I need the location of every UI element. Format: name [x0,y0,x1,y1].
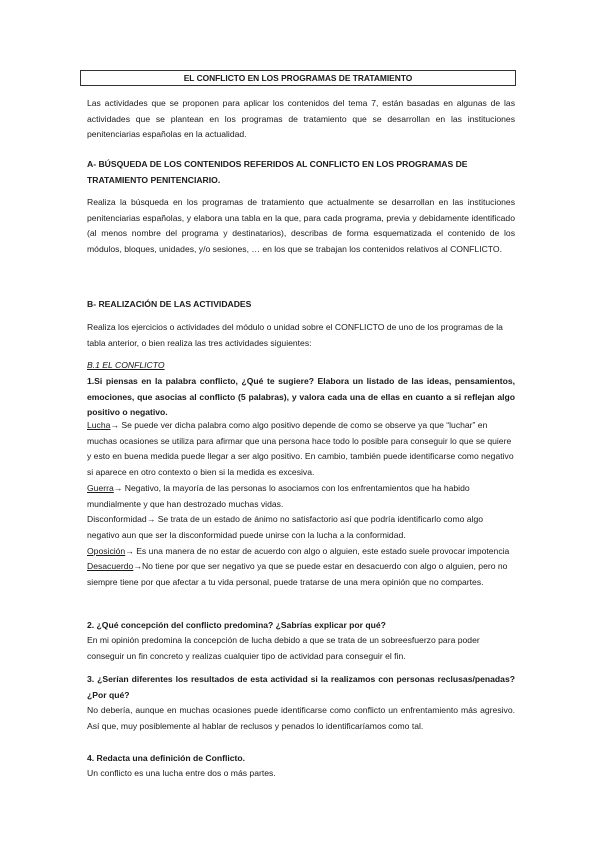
list-item [87,544,515,560]
item-term: Guerra [87,482,114,493]
question-4: 4. Redacta una definición de Conflicto. [87,753,246,763]
document-title: EL CONFLICTO EN LOS PROGRAMAS DE TRATAMIENTO [80,70,516,86]
section-a-heading: A- BÚSQUEDA DE LOS CONTENIDOS REFERIDOS AL CONFLICTO EN LOS PROGRAMAS DE TRATAMIENTO PENITENCIARIO. [87,159,468,185]
section-b-body: Realiza los ejercicios o actividades del módulo o unidad sobre el CONFLICTO de uno de los programas de la tabla anterior, o bien realiza las tres actividades siguientes: [87,322,503,348]
section-b-heading: B- REALIZACIÓN DE LAS ACTIVIDADES [87,299,252,309]
subsection-heading: B.1 EL CONFLICTO [87,360,165,370]
arrow-icon: → [146,514,158,525]
item-term: Desacuerdo [87,561,134,572]
answer-4: Un conflicto es una lucha entre dos o más partes. [87,768,276,778]
arrow-icon: → [133,561,142,572]
question-1: 1.Si piensas en la palabra conflicto, ¿Qué te sugiere? Elabora un listado de las ideas, pensamientos, emociones, que asocias al conflicto (5 palabras), y valora cada una de ellas en cuanto a si reflejan algo positivo o negativo. [87,376,515,418]
arrow-icon: → [113,482,125,493]
item-term: Lucha [87,420,111,430]
answer-2: En mi opinión predomina la concepción de lucha debido a que se trata de un sobreesfuerzo para poder conseguir un fin concreto y realizas cualquier tipo de actividad para conseguir el fin. [87,635,480,661]
list-item [87,512,515,543]
list-item [87,559,515,590]
intro-paragraph: Las actividades que se proponen para aplicar los contenidos del tema 7, están basadas en algunas de las actividades que se plantean en los programas de tratamiento que se desarrollan en las instituciones penitenciarias españolas en la actualidad. [87,98,515,140]
item-text: No tiene por que ser negativo ya que se puede estar en desacuerdo con algo o alguien, pero no siempre tiene por que afectar a tu vida personal, puede tratarse de una mera opinión que no compartes. [87,561,508,588]
item-text: Se trata de un estado de ánimo no satisfactorio así que podría identificarlo como algo negativo aun que ser la disconformidad puede unirse con la lucha a la conformidad. [87,514,484,540]
item-text: Es una manera de no estar de acuerdo con algo o alguien, este estado suele provocar impotencia [136,545,510,556]
answer-3: No debería, aunque en muchas ocasiones puede identificarse como conflicto un enfrentamiento más agresivo. Así que, muy posiblemente al hablar de reclusos y penados lo identificaríamos como tal. [87,705,515,731]
question-2: 2. ¿Qué concepción del conflicto predomina? ¿Sabrías explicar por qué? [87,620,386,630]
arrow-icon: → [110,420,122,430]
arrow-icon: → [125,545,137,556]
list-item [87,481,515,512]
item-term: Oposición [87,545,126,556]
section-a-body: Realiza la búsqueda en los programas de tratamiento que actualmente se desarrollan en las instituciones penitenciarias españolas, y elabora una tabla en la que, para cada programa, previa y debidamente identificado (al menos nombre del programa y destinatarios), describas de forma esquematizada el contenido de los módulos, bloques, unidades, y/o sesiones, … en los que se trabajan los contenidos relativos al CONFLICTO. [87,197,515,255]
item-text: Se puede ver dicha palabra como algo positivo depende de como se observe ya que “luchar” en muchas ocasiones se utiliza para afirmar que una persona hace todo lo posible para conseguir lo que se quiere y esto en buena medida puede llegar a ser algo positivo. En cambio, también puede identificarse como negativo si aparece en otro contexto o bien si la medida es excesiva. [87,420,514,478]
item-text: Negativo, la mayoría de las personas lo asociamos con los enfrentamientos que ha habido mundialmente y que han destrozado muchas vidas. [87,482,470,509]
list-item [87,418,515,481]
question-3: 3. ¿Serían diferentes los resultados de esta actividad si la realizamos con personas reclusas/penadas? ¿Por qué? [87,674,515,700]
item-term: Disconformidad [87,514,147,525]
answer-list [87,418,515,591]
